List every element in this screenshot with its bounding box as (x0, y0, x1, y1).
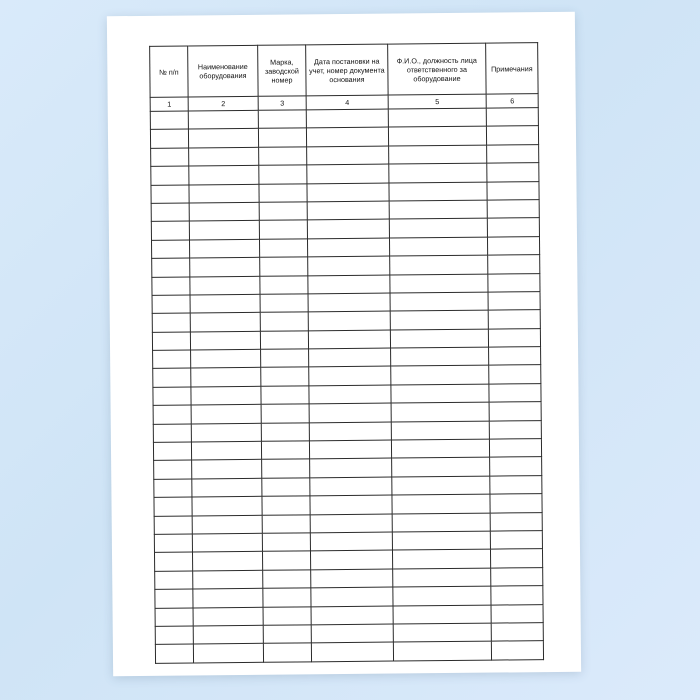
table-cell (391, 366, 489, 385)
table-cell (489, 402, 541, 421)
table-cell (259, 147, 307, 166)
column-header-equipment-name: Наименование оборудования (188, 45, 258, 97)
table-cell (392, 513, 490, 532)
table-cell (391, 384, 489, 403)
table-cell (489, 439, 541, 458)
table-cell (154, 516, 192, 535)
table-cell (153, 424, 191, 443)
table-cell (309, 422, 391, 441)
table-cell (155, 626, 193, 645)
table-cell (155, 571, 193, 590)
table-cell (261, 386, 309, 405)
table-cell (260, 275, 308, 294)
table-cell (192, 552, 262, 571)
table-cell (190, 294, 260, 313)
table-cell (191, 386, 261, 405)
table-cell (488, 310, 540, 329)
table-cell (261, 422, 309, 441)
table-cell (309, 367, 391, 386)
table-cell (311, 606, 393, 625)
table-cell (390, 255, 488, 274)
table-cell (154, 479, 192, 498)
column-header-responsible-person: Ф.И.О., должность лица ответственного за оборудование (388, 43, 486, 95)
table-cell (389, 163, 487, 182)
table-cell (489, 347, 541, 366)
table-cell (391, 402, 489, 421)
table-cell (392, 494, 490, 513)
table-cell (306, 127, 388, 146)
table-cell (151, 221, 189, 240)
table-cell (188, 110, 258, 129)
table-cell (192, 515, 262, 534)
table-cell (490, 457, 542, 476)
table-cell (307, 164, 389, 183)
table-cell (487, 144, 539, 163)
table-cell (261, 349, 309, 368)
table-cell (155, 589, 193, 608)
table-cell (262, 514, 310, 533)
table-cell (192, 533, 262, 552)
register-table-container (149, 42, 543, 663)
table-cell (154, 534, 192, 553)
table-cell (311, 642, 393, 661)
table-cell (153, 368, 191, 387)
table-cell (311, 587, 393, 606)
table-cell (491, 586, 543, 605)
table-cell (189, 147, 259, 166)
table-cell (151, 203, 189, 222)
table-cell (152, 258, 190, 277)
table-cell (155, 608, 193, 627)
table-cell (307, 201, 389, 220)
table-cell (150, 111, 188, 130)
table-cell (308, 256, 390, 275)
table-cell (488, 292, 540, 311)
table-cell (154, 497, 192, 516)
table-cell (191, 405, 261, 424)
table-cell (259, 202, 307, 221)
table-cell (154, 460, 192, 479)
table-cell (190, 257, 260, 276)
table-cell (190, 276, 260, 295)
equipment-register-table (149, 42, 544, 663)
table-cell (260, 294, 308, 313)
table-cell (193, 607, 263, 626)
table-cell (390, 274, 488, 293)
column-number-4: 4 (306, 95, 388, 110)
table-cell (188, 129, 258, 148)
table-cell (488, 255, 540, 274)
table-cell (152, 295, 190, 314)
table-cell (311, 569, 393, 588)
table-cell (191, 441, 261, 460)
table-cell (490, 494, 542, 513)
table-cell (190, 313, 260, 332)
column-header-notes: Примечания (486, 43, 538, 94)
table-cell (191, 423, 261, 442)
table-cell (151, 240, 189, 259)
table-cell (392, 476, 490, 495)
table-cell (311, 624, 393, 643)
table-cell (310, 458, 392, 477)
table-cell (193, 570, 263, 589)
table-cell (487, 181, 539, 200)
paper-sheet (107, 12, 581, 676)
table-cell (491, 623, 543, 642)
column-number-6: 6 (486, 94, 538, 108)
table-cell (309, 385, 391, 404)
table-cell (262, 459, 310, 478)
table-cell (261, 367, 309, 386)
table-cell (392, 531, 490, 550)
table-row (155, 641, 543, 663)
table-cell (487, 236, 539, 255)
table-cell (309, 403, 391, 422)
table-cell (193, 588, 263, 607)
table-cell (189, 221, 259, 240)
table-cell (487, 163, 539, 182)
table-cell (391, 439, 489, 458)
table-cell (308, 293, 390, 312)
table-cell (153, 405, 191, 424)
table-cell (152, 276, 190, 295)
table-cell (488, 328, 540, 347)
table-cell (259, 165, 307, 184)
table-cell (392, 458, 490, 477)
table-cell (391, 347, 489, 366)
table-cell (263, 570, 311, 589)
table-cell (193, 644, 263, 663)
table-cell (307, 238, 389, 257)
table-cell (390, 292, 488, 311)
table-cell (262, 478, 310, 497)
table-cell (155, 644, 193, 663)
table-cell (490, 512, 542, 531)
table-cell (259, 239, 307, 258)
table-cell (263, 606, 311, 625)
table-cell (307, 183, 389, 202)
table-cell (258, 128, 306, 147)
table-cell (487, 200, 539, 219)
table-cell (393, 568, 491, 587)
table-cell (393, 641, 491, 660)
table-cell (310, 495, 392, 514)
table-cell (260, 331, 308, 350)
table-cell (261, 404, 309, 423)
table-cell (259, 183, 307, 202)
table-cell (491, 604, 543, 623)
table-cell (393, 623, 491, 642)
column-number-2: 2 (188, 96, 258, 111)
table-cell (388, 127, 486, 146)
table-cell (491, 567, 543, 586)
table-cell (491, 641, 543, 660)
column-number-5: 5 (388, 94, 486, 109)
table-cell (152, 332, 190, 351)
table-cell (263, 625, 311, 644)
table-cell (189, 165, 259, 184)
table-cell (388, 108, 486, 127)
table-header-row (150, 43, 538, 98)
table-cell (486, 126, 538, 145)
column-header-number: № п/п (150, 46, 188, 97)
table-cell (193, 625, 263, 644)
table-cell (306, 109, 388, 128)
table-cell (152, 313, 190, 332)
table-cell (392, 549, 490, 568)
table-cell (390, 329, 488, 348)
table-cell (154, 552, 192, 571)
table-cell (309, 348, 391, 367)
table-cell (151, 148, 189, 167)
table-cell (262, 533, 310, 552)
table-cell (258, 110, 306, 129)
table-cell (490, 475, 542, 494)
table-cell (310, 514, 392, 533)
table-cell (192, 478, 262, 497)
table-cell (390, 310, 488, 329)
table-cell (309, 440, 391, 459)
table-cell (260, 257, 308, 276)
column-number-3: 3 (258, 96, 306, 110)
table-cell (489, 420, 541, 439)
table-cell (310, 532, 392, 551)
column-number-1: 1 (150, 97, 188, 111)
table-cell (308, 275, 390, 294)
table-cell (487, 218, 539, 237)
table-cell (189, 184, 259, 203)
table-header (150, 43, 539, 112)
table-cell (190, 331, 260, 350)
table-cell (153, 350, 191, 369)
table-cell (488, 273, 540, 292)
table-cell (192, 496, 262, 515)
table-cell (260, 312, 308, 331)
table-cell (153, 442, 191, 461)
table-cell (393, 586, 491, 605)
table-cell (192, 460, 262, 479)
table-cell (307, 219, 389, 238)
table-cell (150, 129, 188, 148)
table-cell (191, 349, 261, 368)
table-cell (191, 368, 261, 387)
table-cell (262, 551, 310, 570)
table-cell (393, 605, 491, 624)
table-cell (308, 330, 390, 349)
table-cell (310, 477, 392, 496)
table-cell (307, 146, 389, 165)
table-cell (189, 202, 259, 221)
table-cell (308, 311, 390, 330)
table-cell (262, 496, 310, 515)
table-cell (259, 220, 307, 239)
table-cell (189, 239, 259, 258)
table-cell (263, 643, 311, 662)
table-cell (389, 182, 487, 201)
table-cell (389, 145, 487, 164)
table-cell (489, 365, 541, 384)
table-cell (151, 185, 189, 204)
table-cell (389, 200, 487, 219)
table-cell (490, 531, 542, 550)
table-cell (310, 550, 392, 569)
table-body (150, 108, 543, 663)
table-cell (490, 549, 542, 568)
table-cell (391, 421, 489, 440)
table-cell (151, 166, 189, 185)
table-cell (153, 387, 191, 406)
table-cell (489, 383, 541, 402)
table-cell (389, 218, 487, 237)
table-cell (486, 108, 538, 127)
column-header-registration-date: Дата постановки на учет, номер документа основания (306, 44, 388, 96)
table-cell (389, 237, 487, 256)
column-header-brand-serial: Марка, заводской номер (258, 45, 306, 96)
table-cell (261, 441, 309, 460)
table-cell (263, 588, 311, 607)
